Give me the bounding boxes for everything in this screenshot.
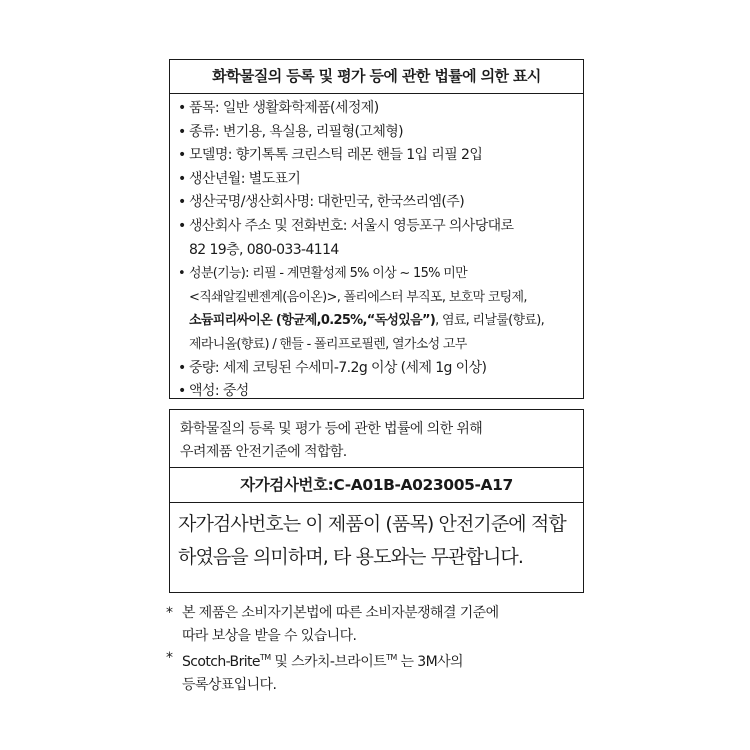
spec-item-type: • 종류: 변기용, 욕실용, 리필형(고체형) (178, 121, 583, 145)
product-info-box (169, 59, 584, 399)
asterisk-mark: * (166, 650, 173, 666)
spec-item-weight: • 중량: 세제 코팅된 수세미-7.2g 이상 (세제 1g 이상) (178, 357, 583, 381)
footnote-consumer: * 본 제품은 소비자기본법에 따른 소비자분쟁해결 기준에 따라 보상을 받을 수 있습니다. (166, 602, 596, 647)
spec-item-manufacturer: • 생산국명/생산회사명: 대한민국, 한국쓰리엠(주) (178, 191, 583, 215)
ingredient-warning: 소듐피리싸이온 (항균제,0.25%,“독성있음”) (189, 313, 436, 329)
footnote-trademark: * Scotch-Brite™ 및 스카치-브라이트™ 는 3M사의 등록상표입니다. (166, 647, 596, 696)
spec-item-ph: • 액성: 중성 (178, 380, 583, 404)
self-inspection-number: 자가검사번호:C-A01B-A023005-A17 (170, 468, 583, 503)
trademark-symbol: TM (259, 653, 271, 662)
footnotes (166, 602, 596, 696)
asterisk-mark: * (166, 605, 173, 621)
spec-list (170, 94, 583, 404)
spec-item-model: • 모델명: 향기톡톡 크린스틱 레몬 핸들 1입 리필 2입 (178, 144, 583, 168)
cert-intro: 화학물질의 등록 및 평가 등에 관한 법률에 의한 위해 우려제품 안전기준에 적합함. (170, 410, 583, 468)
spec-title: 화학물질의 등록 및 평가 등에 관한 법률에 의한 표시 (170, 60, 583, 94)
trademark-symbol: TM (386, 653, 397, 662)
spec-item-category: • 품목: 일반 생활화학제품(세정제) (178, 97, 583, 121)
spec-item-production-date: • 생산년월: 별도표기 (178, 168, 583, 192)
safety-cert-box (169, 409, 584, 593)
spec-item-ingredients: • 성분(기능): 리필 - 계면활성제 5% 이상 ~ 15% 미만 <직쇄알킬벤젠계(음이온)>, 폴리에스터 부직포, 보호막 코팅제, 소듐피리싸이온 (항균제,0.25%,“독성있음”), 염료, 리날룰(향료), 제라니올(향료) / 핸들 - 폴리프로필렌, 열가소성 고무 (178, 262, 583, 356)
cert-notice: 자가검사번호는 이 제품이 (품목) 안전기준에 적합 하였음을 의미하며, 타 용도와는 무관합니다. (178, 513, 566, 568)
spec-item-address: • 생산회사 주소 및 전화번호: 서울시 영등포구 의사당대로 82 19층, 080-033-4114 (178, 215, 583, 262)
